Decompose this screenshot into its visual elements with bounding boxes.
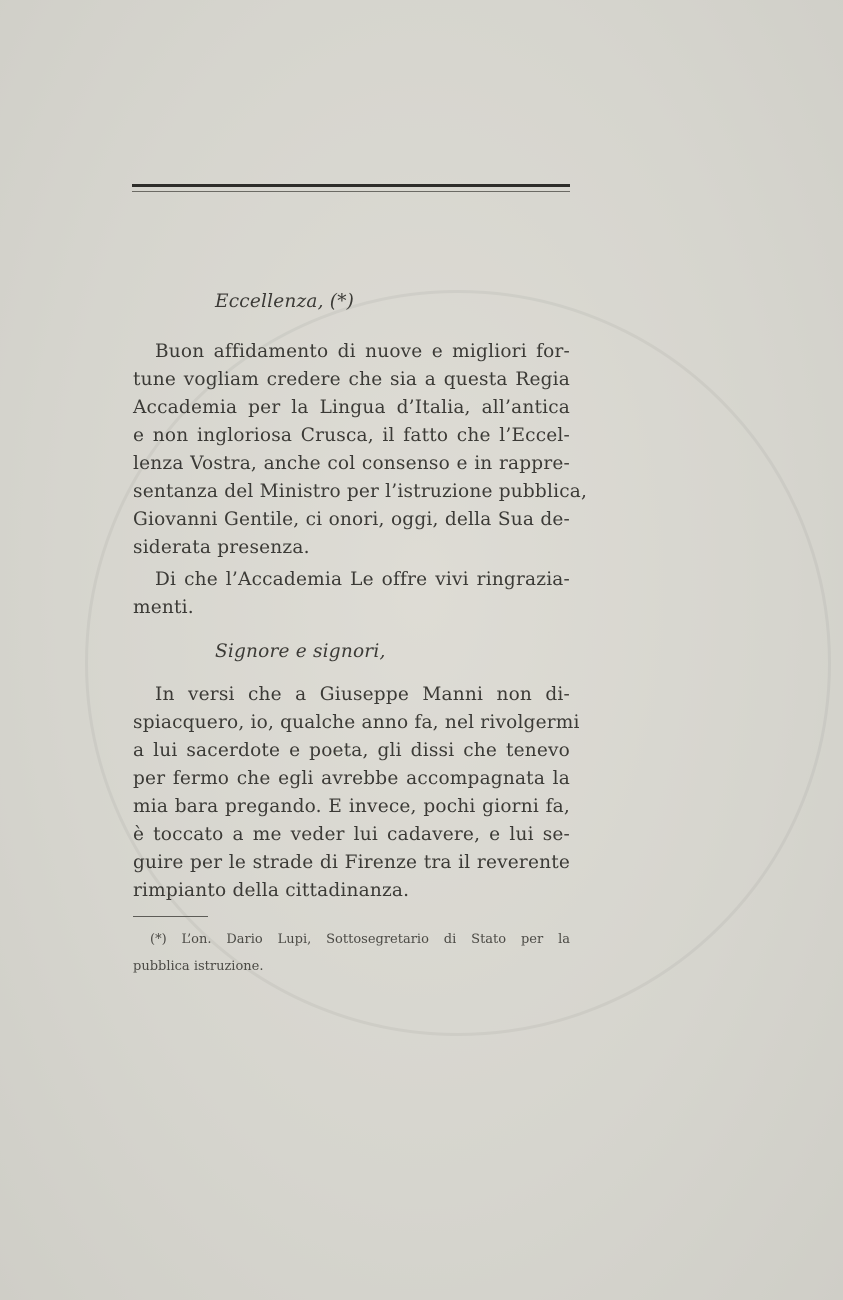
paragraph-3-line: per fermo che egli avrebbe accompagnata la (133, 768, 570, 789)
paragraph-1-line: Giovanni Gentile, ci onori, oggi, della Sua de- (133, 509, 570, 530)
paragraph-2-line: Di che l’Accademia Le offre vivi ringrazia- (155, 569, 570, 590)
paragraph-1-line: lenza Vostra, anche col consenso e in rappre- (133, 453, 570, 474)
salutation-signore: Signore e signori, (215, 641, 386, 662)
paragraph-3-line: mia bara pregando. E invece, pochi giorni fa, (133, 796, 570, 817)
paragraph-2-line: menti. (133, 597, 194, 618)
header-rule-thin (132, 191, 570, 192)
footnote-line: (*) L’on. Dario Lupi, Sottosegretario di Stato per la (150, 932, 570, 947)
paragraph-3-line: guire per le strade di Firenze tra il reverente (133, 852, 570, 873)
footnote-line: pubblica istruzione. (133, 959, 264, 974)
footnote-rule (133, 916, 208, 917)
paragraph-3-line: è toccato a me veder lui cadavere, e lui se- (133, 824, 570, 845)
paragraph-1-line: siderata presenza. (133, 537, 310, 558)
paragraph-1-line: e non ingloriosa Crusca, il fatto che l’Eccel- (133, 425, 570, 446)
paragraph-3-line: rimpianto della cittadinanza. (133, 880, 410, 901)
paragraph-3-line: In versi che a Giuseppe Manni non di- (155, 684, 570, 705)
paragraph-3-line: a lui sacerdote e poeta, gli dissi che tenevo (133, 740, 570, 761)
header-rule (132, 184, 570, 187)
paragraph-1-line: Buon affidamento di nuove e migliori for- (155, 341, 570, 362)
paragraph-3-line: spiacquero, io, qualche anno fa, nel rivolgermi (133, 712, 580, 733)
salutation-eccellenza: Eccellenza, (*) (215, 291, 355, 312)
paragraph-1-line: Accademia per la Lingua d’Italia, all’antica (133, 397, 570, 418)
paragraph-1-line: sentanza del Ministro per l’istruzione pubblica, (133, 481, 588, 502)
paragraph-1-line: tune vogliam credere che sia a questa Regia (133, 369, 570, 390)
